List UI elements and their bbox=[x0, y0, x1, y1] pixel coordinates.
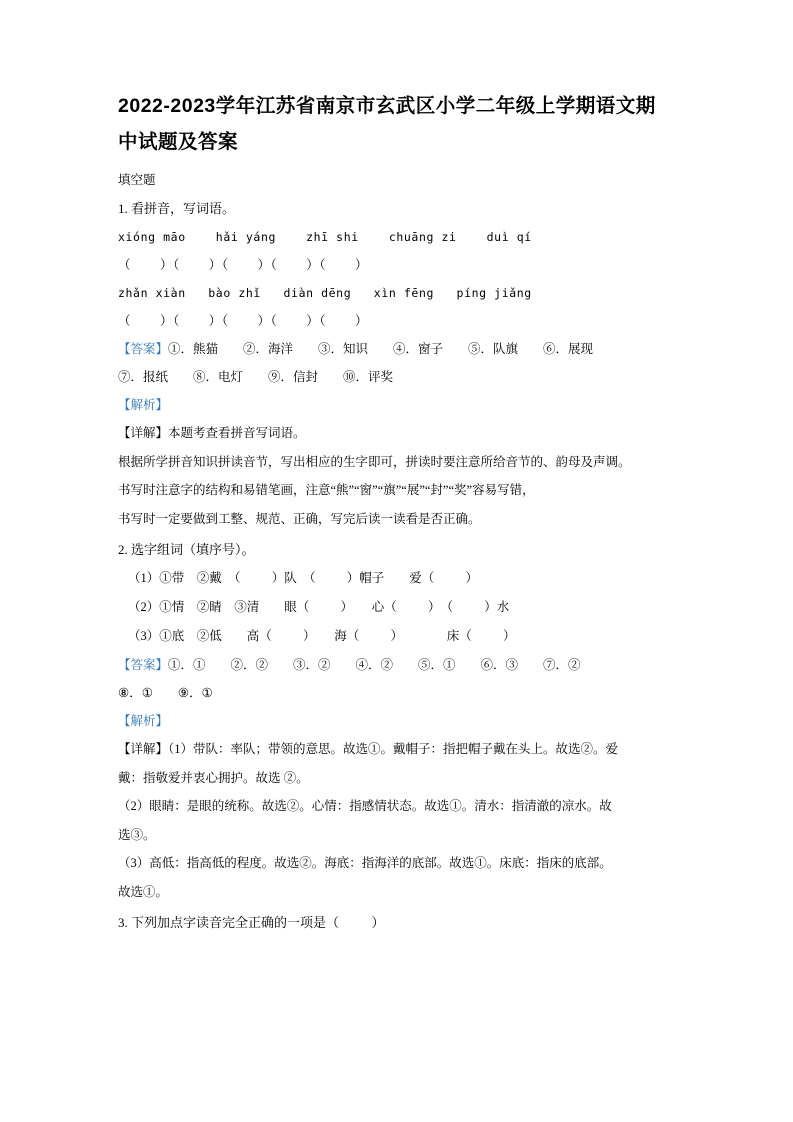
answer-label: 【答案】 bbox=[118, 658, 169, 672]
question-1-detail-line-3: 书写时注意字的结构和易错笔画，注意“熊”“窗”“旗”“展”“封”“奖”容易写错， bbox=[118, 483, 535, 497]
question-1-detail-line-1: 【详解】本题考查看拼音写词语。 bbox=[118, 426, 306, 440]
question-1-bracket-row-2: （ ）（ ）（ ）（ ）（ ） bbox=[118, 314, 369, 328]
question-1-pinyin-row-1: xióng māo hǎi yáng zhī shi chuāng zi duì qí bbox=[118, 230, 532, 244]
question-2-detail-line-6: 故选①。 bbox=[118, 884, 169, 899]
analysis-label: 【解析】 bbox=[118, 398, 169, 412]
question-2-detail-line-2: 戴：指敬爱并衷心拥护。故选 ②。 bbox=[118, 770, 309, 785]
question-2-sub-3: （3）①底 ②低 高（ ） 海（ ） 床（ ） bbox=[128, 629, 516, 643]
question-1-analysis-label bbox=[118, 391, 675, 419]
question-1-bracket-row-1: （ ）（ ）（ ）（ ）（ ） bbox=[118, 258, 369, 272]
question-1-detail-line-4: 书写时一定要做到工整、规范、正确，写完后读一读看是否正确。 bbox=[118, 511, 481, 526]
question-2-sub-1: （1）①带 ②戴 （ ）队 （ ）帽子 爱（ ） bbox=[128, 571, 479, 585]
question-1-detail-line-2: 根据所学拼音知识拼读音节，写出相应的生字即可，拼读时要注意所给音节的、韵母及声调。 bbox=[118, 454, 631, 469]
question-3-stem: 3. 下列加点字读音完全正确的一项是（ ） bbox=[118, 915, 385, 930]
question-1-answer-row-2 bbox=[118, 363, 675, 391]
question-2-detail-line-5: （3）高低：指高低的程度。故选②。海底：指海洋的底部。故选①。床底：指床的底部。 bbox=[118, 856, 612, 870]
answer-text: ⑧．① ⑨．① bbox=[118, 686, 213, 700]
answer-label: 【答案】 bbox=[118, 342, 169, 356]
question-2-detail-line-4: 选③。 bbox=[118, 827, 156, 842]
question-1-stem: 1. 看拼音，写词语。 bbox=[118, 201, 236, 216]
question-2-answer-row-2 bbox=[118, 679, 675, 707]
answer-text: ①．① ②．② ③．② ④．② ⑤．① ⑥．③ ⑦．② bbox=[168, 658, 581, 672]
page-title: 2022-2023学年江苏省南京市玄武区小学二年级上学期语文期中试题及答案 bbox=[118, 95, 656, 153]
answer-text: ⑦．报纸 ⑧．电灯 ⑨．信封 ⑩．评奖 bbox=[118, 370, 394, 384]
question-2-sub-2: （2）①情 ②睛 ③清 眼（ ） 心（ ） （ ）水 bbox=[128, 600, 510, 614]
question-2-stem: 2. 选字组词（填序号）。 bbox=[118, 542, 255, 557]
section-label: 填空题 bbox=[118, 173, 156, 187]
question-1-answer-row-1 bbox=[118, 335, 675, 363]
question-1-pinyin-row-2: zhǎn xiàn bào zhǐ diàn dēng xìn fēng píng jiǎng bbox=[118, 286, 532, 300]
answer-text: ①．熊猫 ②．海洋 ③．知识 ④．窗子 ⑤．队旗 ⑥．展现 bbox=[168, 342, 594, 356]
question-2-detail-line-1: 【详解】（1）带队：率队；带领的意思。故选①。戴帽子：指把帽子戴在头上。故选②。爱 bbox=[118, 742, 619, 756]
question-2-detail-line-3: （2）眼睛：是眼的统称。故选②。心情：指感情状态。故选①。清水：指清澈的凉水。故 bbox=[118, 799, 612, 813]
analysis-label: 【解析】 bbox=[118, 714, 169, 728]
question-2-answer-row-1 bbox=[118, 651, 675, 679]
question-2-analysis-label bbox=[118, 707, 675, 735]
